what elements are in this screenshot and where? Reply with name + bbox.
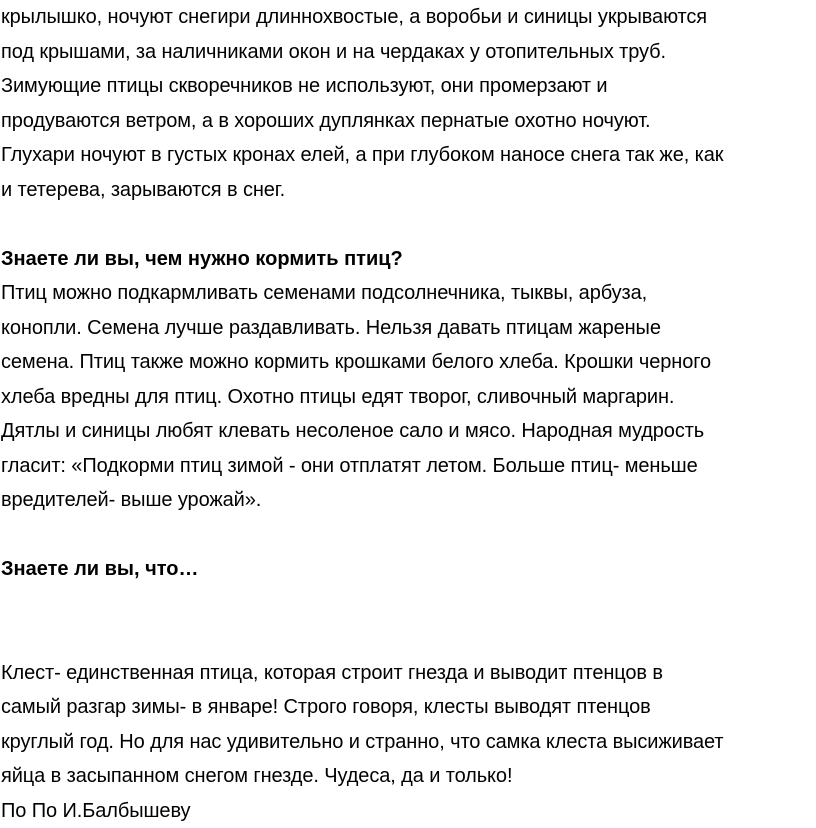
text-line: Птиц можно подкармливать семенами подсолнечника, тыквы, арбуза, xyxy=(1,276,816,311)
text-line: самый разгар зимы- в январе! Строго говоря, клесты выводят птенцов xyxy=(1,690,816,725)
text-line: гласит: «Подкорми птиц зимой - они отплатят летом. Больше птиц- меньше xyxy=(1,449,816,484)
blank-line xyxy=(1,621,816,656)
text-line: семена. Птиц также можно кормить крошками белого хлеба. Крошки черного xyxy=(1,345,816,380)
text-line: Дятлы и синицы любят клевать несоленое сало и мясо. Народная мудрость xyxy=(1,414,816,449)
blank-line xyxy=(1,207,816,242)
text-line: круглый год. Но для нас удивительно и странно, что самка клеста высиживает xyxy=(1,725,816,760)
feeding-section xyxy=(1,242,816,518)
text-line: Зимующие птицы скворечников не используют, они промерзают и xyxy=(1,69,816,104)
text-line: крылышко, ночуют снегири длиннохвостые, а воробьи и синицы укрываются xyxy=(1,0,816,35)
feeding-heading: Знаете ли вы, чем нужно кормить птиц? xyxy=(1,242,816,277)
text-line: вредителей- выше урожай». xyxy=(1,483,816,518)
attribution: По По И.Балбышеву xyxy=(1,794,816,828)
text-line: хлеба вредны для птиц. Охотно птицы едят творог, сливочный маргарин. xyxy=(1,380,816,415)
blank-line xyxy=(1,518,816,553)
text-line: яйца в засыпанном снегом гнезде. Чудеса, да и только! xyxy=(1,759,816,794)
facts-section xyxy=(1,552,816,828)
text-line: Клест- единственная птица, которая строит гнезда и выводит птенцов в xyxy=(1,656,816,691)
intro-paragraph xyxy=(1,0,816,207)
text-line: продуваются ветром, а в хороших дуплянках пернатые охотно ночуют. xyxy=(1,104,816,139)
text-line: конопли. Семена лучше раздавливать. Нельзя давать птицам жареные xyxy=(1,311,816,346)
text-line: под крышами, за наличниками окон и на чердаках у отопительных труб. xyxy=(1,35,816,70)
blank-line xyxy=(1,587,816,622)
text-line: Глухари ночуют в густых кронах елей, а при глубоком наносе снега так же, как xyxy=(1,138,816,173)
facts-heading: Знаете ли вы, что… xyxy=(1,552,816,587)
text-line: и тетерева, зарываются в снег. xyxy=(1,173,816,208)
